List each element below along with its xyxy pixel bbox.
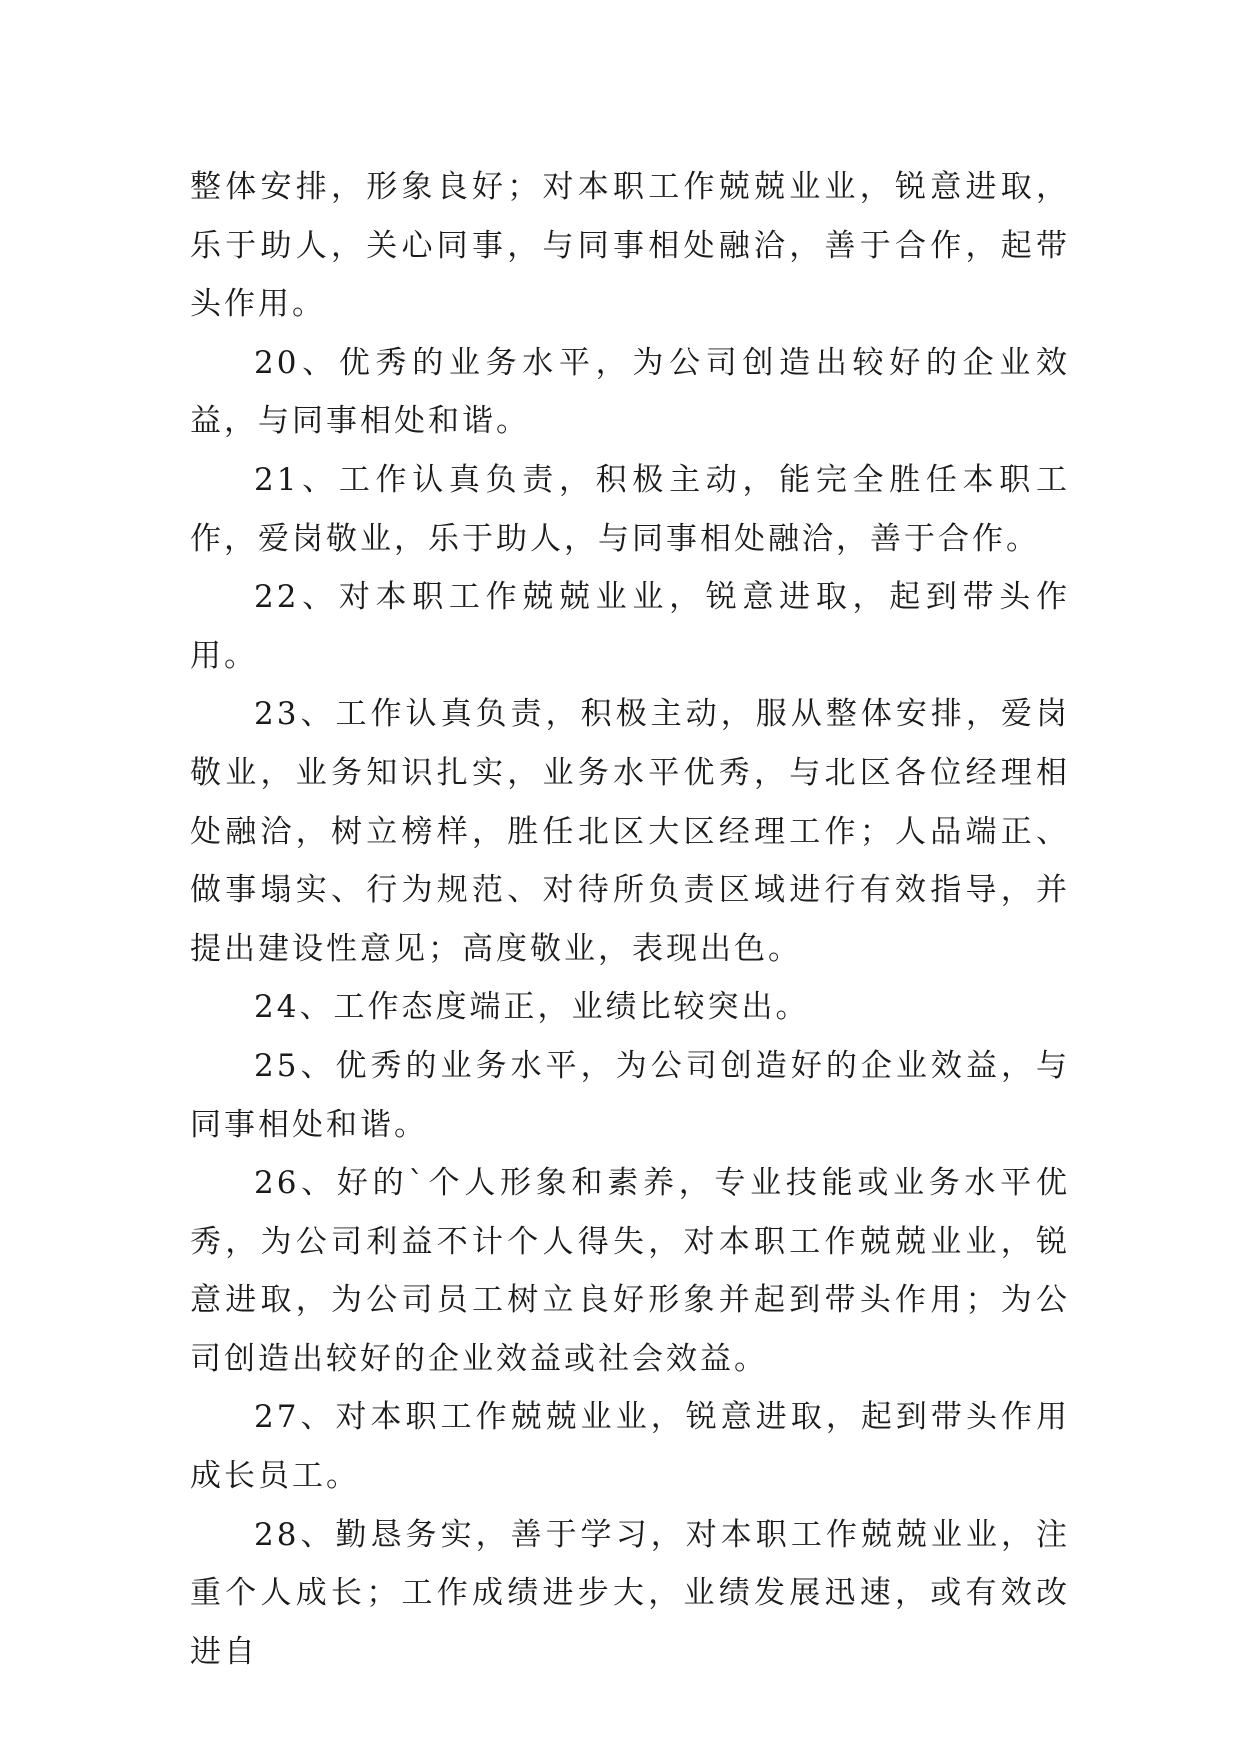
paragraph-continued: 整体安排，形象良好；对本职工作兢兢业业，锐意进取，乐于助人，关心同事，与同事相处融洽，善于合作，起带头作用。 [190,169,1070,323]
paragraph-24: 24、工作态度端正，业绩比较突出。 [254,989,810,1026]
paragraph-20: 20、优秀的业务水平，为公司创造出较好的企业效益，与同事相处和谐。 [190,344,1070,440]
paragraph-25: 25、优秀的业务水平，为公司创造好的企业效益，与同事相处和谐。 [190,1047,1070,1143]
paragraph-23: 23、工作认真负责，积极主动，服从整体安排，爱岗敬业，业务知识扎实，业务水平优秀，与北区各位经理相处融洽，树立榜样，胜任北区大区经理工作；人品端正、做事塌实、行为规范、对待所负责区域进行有效指导，并提出建设性意见；高度敬业，表现出色。 [190,696,1070,967]
paragraph-28: 28、勤恳务实，善于学习，对本职工作兢兢业业，注重个人成长；工作成绩进步大，业绩发展迅速，或有效改进自 [190,1516,1070,1670]
document-body [190,158,1070,1681]
paragraph-22: 22、对本职工作兢兢业业，锐意进取，起到带头作用。 [190,579,1070,674]
paragraph-26: 26、好的`个人形象和素养，专业技能或业务水平优秀，为公司利益不计个人得失，对本职工作兢兢业业，锐意进取，为公司员工树立良好形象并起到带头作用；为公司创造出较好的企业效益或社会效益。 [190,1165,1070,1377]
paragraph-27: 27、对本职工作兢兢业业，锐意进取，起到带头作用成长员工。 [190,1399,1070,1495]
paragraph-21: 21、工作认真负责，积极主动，能完全胜任本职工作，爱岗敬业，乐于助人，与同事相处融洽，善于合作。 [190,461,1070,557]
